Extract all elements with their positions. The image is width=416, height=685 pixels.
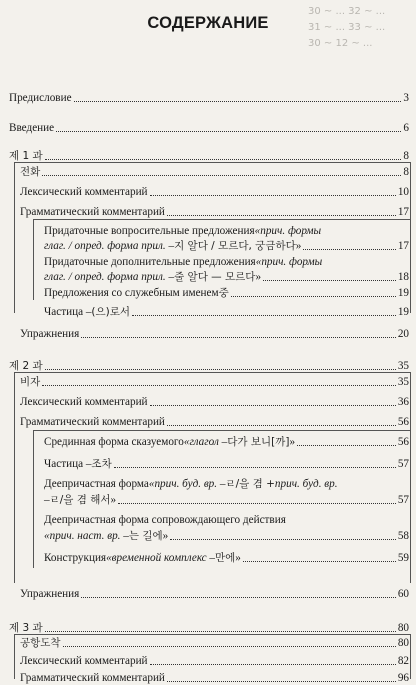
page-number: 57 — [397, 458, 409, 470]
bleed-through-text: 31 ~ ... 33 ~ ... — [308, 22, 386, 33]
toc-entry-adverbial-gyeom: Деепричастная форма «прич. буд. вр. – ㄹ/을 겸 + прич. буд. вр. — [44, 478, 338, 490]
toc-entry-interrogative-clauses: Придаточные вопросительные предложения «прич. формы — [44, 225, 322, 237]
page-number: 60 — [397, 588, 409, 600]
page-number: 82 — [397, 655, 409, 667]
page-number: 36 — [397, 396, 409, 408]
toc-entry-accompanying-action-line2: «прич. наст. вр. – 는 길에 » 58 — [44, 530, 409, 542]
page-number: 8 — [403, 166, 409, 178]
toc-entry-exercises: Упражнения 60 — [20, 588, 409, 600]
page-number: 35 — [397, 360, 409, 372]
toc-entry-interrogative-clauses-line2: глаг. / опред. форма прил. – 지 알다 / 모르다, 궁금하다 » 17 — [44, 240, 409, 252]
page-number: 19 — [397, 306, 409, 318]
toc-entry-grammar-commentary: Грамматический комментарий 96 — [20, 672, 409, 684]
page-number: 20 — [397, 328, 409, 340]
page-number: 18 — [397, 271, 409, 283]
toc-entry-complement-clauses-line2: глаг. / опред. форма прил. – 줄 알다 — 모르다 » 18 — [44, 271, 409, 283]
toc-entry-lesson-1: 제 1 과 8 — [9, 150, 409, 162]
toc-entry-lexical-commentary: Лексический комментарий 10 — [20, 186, 409, 198]
toc-entry-lexical-commentary: Лексический комментарий 82 — [20, 655, 409, 667]
toc-entry-grammar-commentary: Грамматический комментарий 56 — [20, 416, 409, 428]
toc-entry-airport-arrival: 공항도착 80 — [20, 637, 409, 649]
page-number: 35 — [397, 376, 409, 388]
page-number: 57 — [397, 494, 409, 506]
toc-entry-accompanying-action: Деепричастная форма сопровождающего действия — [44, 514, 286, 526]
toc-entry-dialogue: 전화 8 — [20, 166, 409, 178]
page-title: СОДЕРЖАНИЕ — [147, 14, 269, 32]
toc-entry-complement-clauses: Придаточные дополнительные предложения «прич. формы — [44, 256, 323, 268]
toc-entry-medial-form: Срединная форма сказуемого «глагол – 다가 보니[까] » 56 — [44, 436, 409, 448]
bleed-through-text: 30 ~ ... 32 ~ ... — [308, 6, 386, 17]
toc-entry-time-complex: Конструкция «временной комплекс – 만에 » 59 — [44, 552, 409, 564]
toc-entry-grammar-commentary: Грамматический комментарий 17 — [20, 206, 409, 218]
page-number: 56 — [397, 416, 409, 428]
bleed-through-text: 30 ~ 12 ~ ... — [308, 38, 373, 49]
toc-entry-preface: Предисловие 3 — [9, 92, 409, 104]
page-number: 17 — [397, 206, 409, 218]
toc-entry-particle-jocha: Частица – 조차 57 — [44, 458, 409, 470]
toc-entry-particle-euroseo: Частица – (으)로서 19 — [44, 306, 409, 318]
page-number: 17 — [397, 240, 409, 252]
page-number: 8 — [403, 150, 409, 162]
page-number: 3 — [403, 92, 409, 104]
page-number: 10 — [397, 186, 409, 198]
page-number: 96 — [397, 672, 409, 684]
toc-entry-lesson-2: 제 2 과 35 — [9, 360, 409, 372]
page-number: 80 — [397, 622, 409, 634]
toc-entry-lesson-3: 제 3 과 80 — [9, 622, 409, 634]
page-number: 56 — [397, 436, 409, 448]
toc-entry-auxiliary-noun: Предложения со служебным именем 중 19 — [44, 287, 409, 299]
toc-entry-lexical-commentary: Лексический комментарий 36 — [20, 396, 409, 408]
page-number: 58 — [397, 530, 409, 542]
toc-entry-exercises: Упражнения 20 — [20, 328, 409, 340]
toc-entry-visa: 비자 35 — [20, 376, 409, 388]
toc-entry-adverbial-gyeom-line2: – ㄹ/을 겸 해서 » 57 — [44, 494, 409, 506]
page-number: 6 — [403, 122, 409, 134]
page-number: 59 — [397, 552, 409, 564]
toc-entry-introduction: Введение 6 — [9, 122, 409, 134]
page-number: 80 — [397, 637, 409, 649]
page-number: 19 — [397, 287, 409, 299]
